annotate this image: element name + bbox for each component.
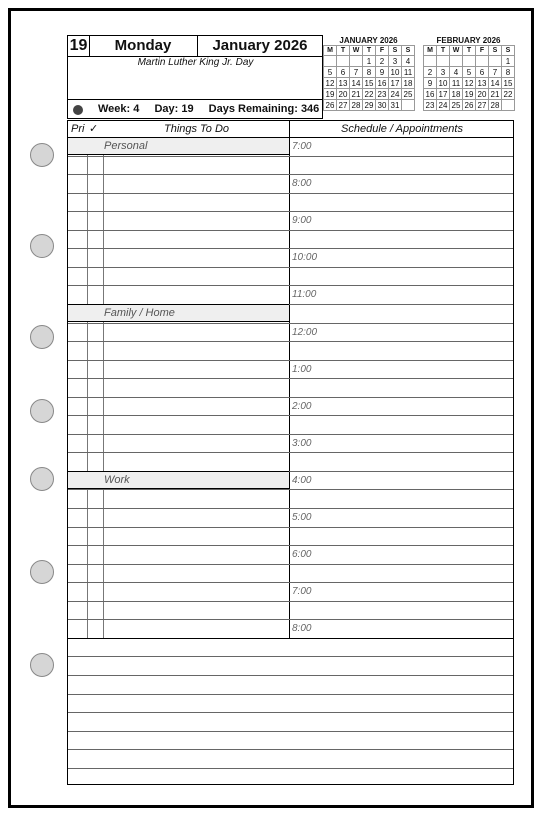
mini-calendar-date[interactable]: 14 — [350, 78, 363, 89]
mini-calendar-date[interactable]: 18 — [450, 89, 463, 100]
mini-calendar-date[interactable]: 20 — [337, 89, 350, 100]
schedule-time-label: 7:00 — [292, 586, 312, 598]
schedule-time-label: 12:00 — [292, 326, 318, 338]
mini-calendar-date[interactable]: 13 — [337, 78, 350, 89]
schedule-time-label: 4:00 — [292, 474, 312, 486]
mini-calendar-weekday: F — [376, 46, 389, 56]
schedule-time-label: 9:00 — [292, 215, 312, 227]
mini-calendar-date[interactable]: 25 — [450, 100, 463, 111]
mini-calendar-date[interactable]: 16 — [424, 89, 437, 100]
mini-calendar-date[interactable]: 23 — [376, 89, 389, 100]
schedule-time-label: 8:00 — [292, 623, 312, 635]
day-label: Day: 19 — [154, 103, 194, 115]
mini-calendar-weekday: M — [424, 46, 437, 56]
mini-calendar-weekday: S — [389, 46, 402, 56]
schedule-time-label: 3:00 — [292, 437, 312, 449]
mini-calendar-title: FEBRUARY 2026 — [436, 36, 501, 45]
binder-hole — [30, 560, 54, 584]
todo-section-personal — [68, 137, 289, 155]
schedule-time-label: 7:00 — [292, 141, 312, 152]
mini-calendar-date[interactable] — [337, 56, 350, 67]
schedule-time-label: 6:00 — [292, 549, 312, 561]
mini-calendar-date[interactable]: 26 — [463, 100, 476, 111]
mini-calendar-weekday: W — [450, 46, 463, 56]
mini-calendar — [323, 45, 415, 111]
mini-calendar — [423, 45, 515, 111]
days-remaining-label: Days Remaining: 346 — [208, 103, 320, 115]
mini-calendar-date[interactable] — [450, 56, 463, 67]
mini-calendar-weekday: S — [502, 46, 515, 56]
mini-calendar-date[interactable]: 31 — [389, 100, 402, 111]
mini-calendar-date[interactable]: 20 — [476, 89, 489, 100]
mini-calendar-weekday: S — [402, 46, 415, 56]
mini-calendar-date[interactable]: 28 — [489, 100, 502, 111]
mini-calendar-date[interactable]: 6 — [476, 67, 489, 78]
mini-calendar-date[interactable]: 24 — [389, 89, 402, 100]
mini-calendar-date[interactable]: 7 — [350, 67, 363, 78]
mini-calendar-weekday: W — [350, 46, 363, 56]
mini-calendar-date[interactable]: 12 — [324, 78, 337, 89]
binder-hole — [30, 234, 54, 258]
mini-calendar-date[interactable]: 8 — [502, 67, 515, 78]
mini-calendar-date[interactable]: 10 — [437, 78, 450, 89]
mini-calendar-weekday: F — [476, 46, 489, 56]
holiday-label: Martin Luther King Jr. Day — [137, 57, 254, 68]
mini-calendar-date[interactable]: 27 — [337, 100, 350, 111]
mini-calendar-date[interactable]: 26 — [324, 100, 337, 111]
mini-calendar-title: JANUARY 2026 — [339, 36, 398, 45]
weekday: Monday — [89, 36, 198, 57]
mini-calendar-date[interactable] — [350, 56, 363, 67]
mini-calendar-date[interactable]: 4 — [450, 67, 463, 78]
section-label: Work — [104, 473, 130, 486]
mini-calendar-date[interactable]: 7 — [489, 67, 502, 78]
schedule-time-label: 10:00 — [292, 252, 318, 264]
mini-calendar-date[interactable]: 1 — [363, 56, 376, 67]
mini-calendar-date[interactable]: 5 — [463, 67, 476, 78]
month-year: January 2026 — [197, 36, 323, 57]
mini-calendar-date[interactable]: 11 — [450, 78, 463, 89]
mini-calendar-date[interactable]: 6 — [337, 67, 350, 78]
schedule-time-label: 8:00 — [292, 178, 312, 190]
section-label: Personal — [104, 140, 148, 152]
mini-calendar-date[interactable]: 28 — [350, 100, 363, 111]
mini-calendar-date[interactable]: 3 — [437, 67, 450, 78]
mini-calendar-date[interactable]: 9 — [376, 67, 389, 78]
mini-calendar-date[interactable]: 24 — [437, 100, 450, 111]
schedule-time-label: 11:00 — [292, 289, 317, 301]
binder-hole — [30, 143, 54, 167]
mini-calendar-date[interactable]: 3 — [389, 56, 402, 67]
schedule-column-header: Schedule / Appointments — [341, 123, 463, 135]
mini-calendar-date[interactable]: 19 — [324, 89, 337, 100]
mini-calendar-date[interactable]: 5 — [324, 67, 337, 78]
mini-calendar-date[interactable]: 21 — [350, 89, 363, 100]
mini-calendar-date[interactable]: 17 — [437, 89, 450, 100]
mini-calendar-weekday: T — [337, 46, 350, 56]
mini-calendar-date[interactable]: 13 — [476, 78, 489, 89]
mini-calendar-weekday: T — [463, 46, 476, 56]
mini-calendar-date[interactable]: 27 — [476, 100, 489, 111]
mini-calendar-date[interactable] — [463, 56, 476, 67]
binder-hole — [30, 399, 54, 423]
mini-calendar-weekday: T — [437, 46, 450, 56]
mini-calendar-date[interactable] — [476, 56, 489, 67]
mini-calendar-date[interactable]: 22 — [363, 89, 376, 100]
mini-calendar-weekday: S — [489, 46, 502, 56]
week-label: Week: 4 — [98, 103, 140, 115]
todo-section-work — [68, 471, 289, 489]
day-header — [67, 35, 323, 119]
mini-calendar-date[interactable]: 2 — [376, 56, 389, 67]
planner-grid — [67, 120, 514, 785]
mini-calendar-date[interactable]: 9 — [424, 78, 437, 89]
binder-hole — [30, 467, 54, 491]
mini-calendar-date[interactable]: 29 — [363, 100, 376, 111]
moon-phase-icon — [73, 105, 83, 115]
mini-calendar-date[interactable]: 23 — [424, 100, 437, 111]
mini-calendar-date[interactable]: 17 — [389, 78, 402, 89]
mini-calendar-date[interactable]: 21 — [489, 89, 502, 100]
mini-calendar-date[interactable]: 16 — [376, 78, 389, 89]
binder-hole — [30, 653, 54, 677]
mini-calendar-weekday: T — [363, 46, 376, 56]
binder-hole — [30, 325, 54, 349]
check-column-header: ✓ — [89, 123, 99, 135]
schedule-time-label: 1:00 — [292, 363, 312, 375]
pri-column-header: Pri — [71, 123, 85, 135]
mini-calendar-date[interactable] — [437, 56, 450, 67]
schedule-time-label: 5:00 — [292, 512, 312, 523]
day-number: 19 — [68, 36, 90, 57]
mini-calendar-date[interactable]: 30 — [376, 100, 389, 111]
mini-calendar-date[interactable]: 1 — [502, 56, 515, 67]
day-stats — [98, 103, 331, 115]
mini-calendar-date[interactable]: 22 — [502, 89, 515, 100]
schedule-time-label: 2:00 — [292, 400, 312, 412]
mini-calendar-date[interactable]: 4 — [402, 56, 415, 67]
mini-calendar-date[interactable]: 15 — [363, 78, 376, 89]
mini-calendar-date[interactable]: 25 — [402, 89, 415, 100]
mini-calendar-date[interactable]: 10 — [389, 67, 402, 78]
mini-calendar-date[interactable] — [424, 56, 437, 67]
todo-column-header: Things To Do — [163, 123, 230, 135]
mini-calendar-date[interactable] — [324, 56, 337, 67]
mini-calendar-date[interactable]: 15 — [502, 78, 515, 89]
mini-calendar-date[interactable]: 19 — [463, 89, 476, 100]
mini-calendar-weekday: M — [324, 46, 337, 56]
mini-calendar-date[interactable] — [402, 100, 415, 111]
section-label: Family / Home — [104, 306, 175, 319]
mini-calendar-date[interactable]: 11 — [402, 67, 415, 78]
mini-calendar-date[interactable]: 18 — [402, 78, 415, 89]
mini-calendar-date[interactable]: 2 — [424, 67, 437, 78]
todo-section-family-home — [68, 304, 289, 322]
mini-calendar-date[interactable]: 14 — [489, 78, 502, 89]
mini-calendar-date[interactable] — [489, 56, 502, 67]
mini-calendar-date[interactable]: 12 — [463, 78, 476, 89]
mini-calendar-date[interactable]: 8 — [363, 67, 376, 78]
mini-calendar-date[interactable] — [502, 100, 515, 111]
